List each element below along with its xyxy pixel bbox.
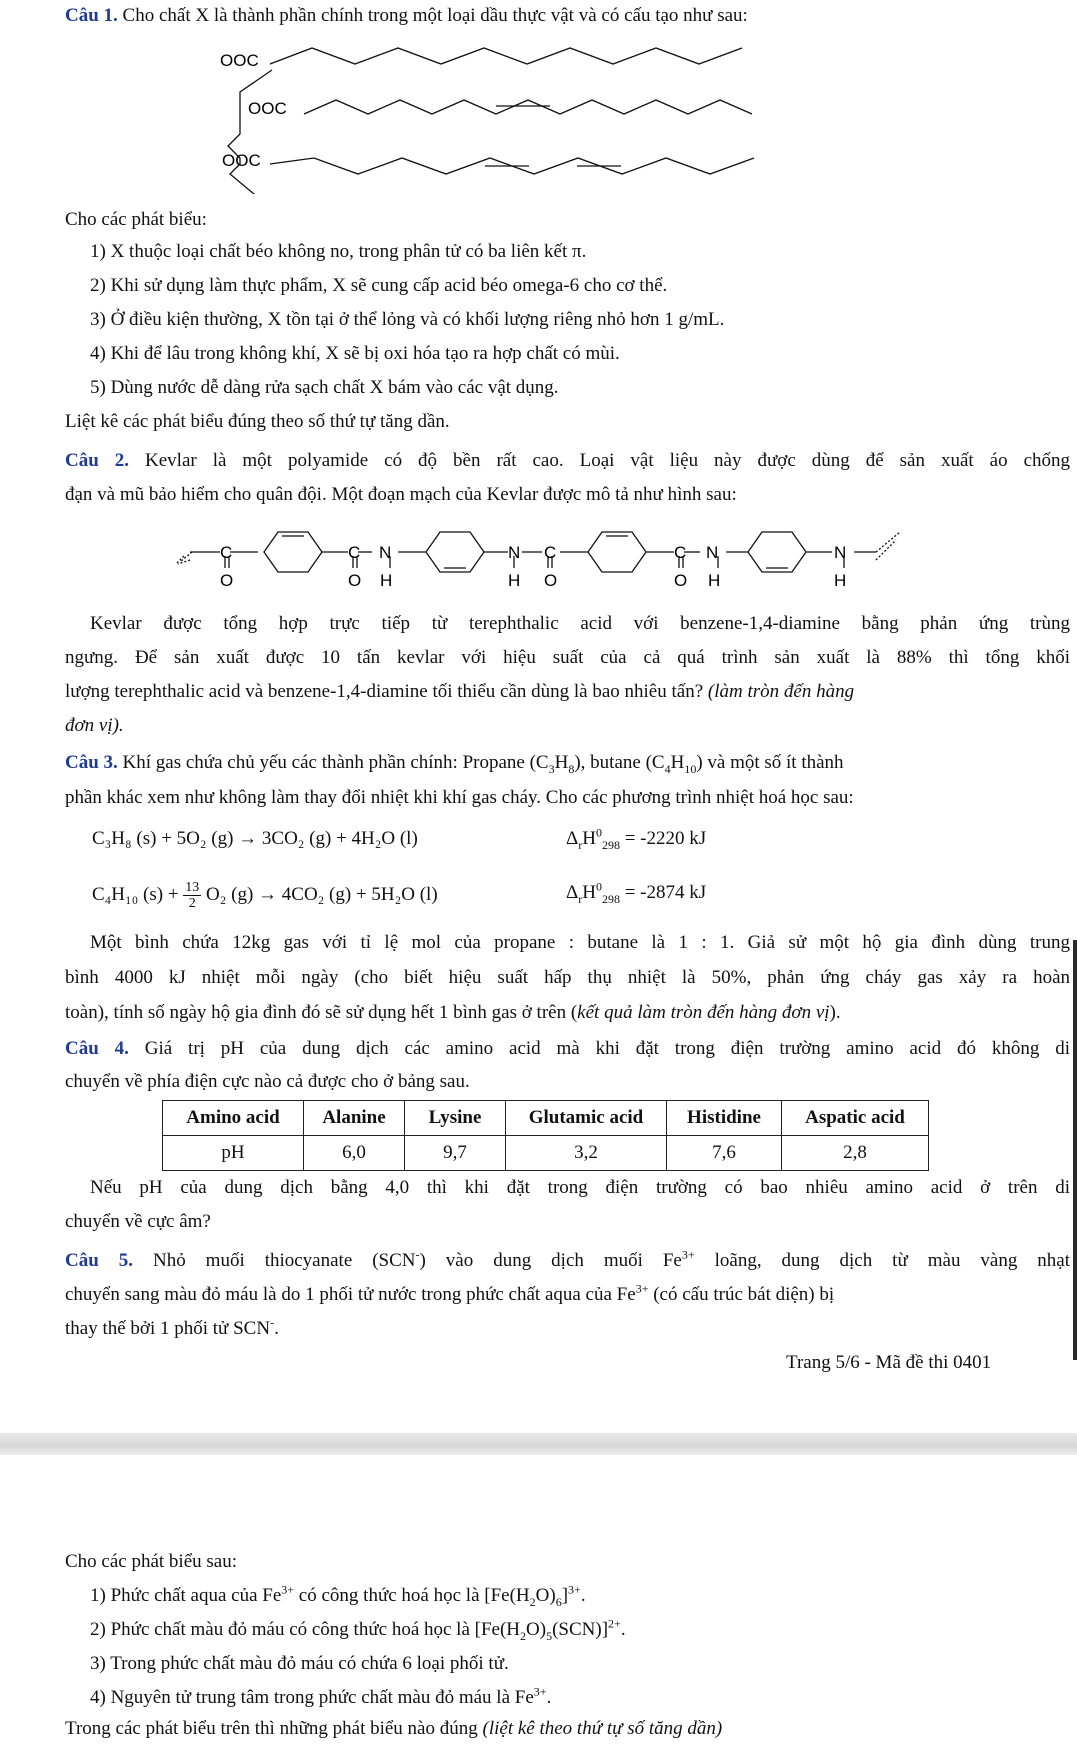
table-header-cell: Alanine [304, 1101, 405, 1136]
kevlar-atom-h4: H [834, 571, 847, 590]
p2-ask-text: Trong các phát biểu trên thì những phát biểu nào đúng [65, 1718, 483, 1739]
q3-dh-h-2: H [582, 882, 596, 903]
kevlar-atom-o2: O [348, 571, 362, 590]
q3-text-1a: Khí gas chứa chủ yếu các thành phần chính: Propane (C [122, 752, 549, 773]
q1-glycerol-backbone [228, 70, 272, 194]
q1-statement-1: 1) X thuộc loại chất béo không no, trong phân tử có ba liên kết π. [90, 241, 587, 262]
q5-text-2b: (có cấu trúc bát diện) bị [648, 1284, 835, 1305]
q3-dh-sup-2: 0 [595, 879, 602, 894]
kevlar-atom-c3: C [544, 543, 557, 562]
q1-chain-2 [304, 100, 752, 114]
q3-line-4: bình 4000 kJ nhiệt mỗi ngày (cho biết hiệu suất hấp thụ nhiệt là 50%, phản ứng cháy gas xảy ra hoàn [65, 967, 1070, 988]
q3-text-1c: H [554, 752, 569, 773]
q3-dh-r-2: r [578, 891, 583, 906]
table-row [163, 1136, 929, 1171]
q1-statement-2: 2) Khi sử dụng làm thực phẩm, X sẽ cung cấp acid béo omega-6 cho cơ thể. [90, 275, 668, 296]
page-break-divider [0, 1433, 1077, 1455]
q3-eq2-right: O₂ (g) → 4CO₂ (g) + 5H₂O (l) [206, 883, 438, 905]
q3-dh-value-1: = -2220 kJ [624, 828, 707, 849]
q3-sub-4: 10 [684, 761, 697, 776]
q3-enthalpy-2 [566, 880, 706, 906]
kevlar-atom-h1: H [380, 571, 393, 590]
q5-line-3 [65, 1316, 279, 1342]
q2-label: Câu 2. [65, 450, 130, 471]
q5-line-1 [65, 1248, 1070, 1274]
table-header-cell: Histidine [667, 1101, 782, 1136]
q4-line-2: chuyển về phía điện cực nào cả được cho ở bảng sau. [65, 1071, 470, 1092]
q3-fraction-num: 13 [185, 880, 200, 895]
q5-text-3b: . [274, 1318, 279, 1339]
q5-minus-2: - [270, 1315, 275, 1330]
q2-line-3: Kevlar được tổng hợp trực tiếp từ terephthalic acid với benzene-1,4-diamine bằng phản ứng trùng [90, 613, 1070, 634]
p2-ask-note: (liệt kê theo thứ tự số tăng dần) [482, 1718, 723, 1739]
kevlar-atom-o3: O [544, 571, 558, 590]
p2-s1d: O) [535, 1585, 556, 1606]
p2-statement-4 [90, 1685, 551, 1711]
q4-line-3: Nếu pH của dung dịch bằng 4,0 thì khi đặt trong điện trường có bao nhiêu amino acid ở trên di [90, 1177, 1070, 1198]
q2-line-6: đơn vị). [65, 715, 124, 736]
q4-line-1 [65, 1036, 1070, 1062]
q3-sub-2: 8 [568, 761, 575, 776]
q3-equation-1: C₃H₈ (s) + 5O₂ (g) → 3CO₂ (g) + 4H₂O (l) [92, 828, 418, 849]
q5-text-1b: ) vào dung dịch muối Fe [419, 1250, 682, 1271]
table-header-cell: Lysine [405, 1101, 506, 1136]
p2-s1c: 2 [529, 1594, 536, 1609]
p2-s4b: . [546, 1687, 552, 1708]
q5-text-1a: Nhỏ muối thiocyanate (SCN [152, 1250, 416, 1271]
q3-dh-sup-1: 0 [595, 825, 602, 840]
amino-acid-table [162, 1100, 929, 1171]
p2-s2e: (SCN)] [552, 1619, 609, 1640]
q3-fraction [183, 880, 201, 911]
q3-dh-h-1: H [582, 828, 596, 849]
kevlar-chain-structure [170, 520, 910, 595]
table-cell: 6,0 [304, 1136, 405, 1171]
q5-minus: - [415, 1247, 420, 1262]
q1-statement-4: 4) Khi để lâu trong không khí, X sẽ bị oxi hóa tạo ra hợp chất có mùi. [90, 343, 620, 364]
q3-delta-2: Δ [566, 882, 579, 903]
kevlar-ring-4 [748, 532, 806, 572]
table-cell: 2,8 [782, 1136, 929, 1171]
q3-text-1g: H [670, 752, 685, 773]
q3-dh-sub-1: 298 [601, 837, 620, 852]
q2-line-2: đạn và mũ bảo hiểm cho quân đội. Một đoạn mạch của Kevlar được mô tả như hình sau: [65, 484, 737, 505]
table-header-cell: Glutamic acid [506, 1101, 667, 1136]
q3-line-3: Một bình chứa 12kg gas với tỉ lệ mol của propane : butane là 1 : 1. Giả sử một hộ gia đình dùng trung [90, 932, 1070, 953]
kevlar-atom-o4: O [674, 571, 688, 590]
kevlar-ring-2 [426, 532, 484, 572]
q2-text-1: Kevlar là một polyamide có độ bền rất cao. Loại vật liệu này được dùng để sản xuất áo chống [145, 450, 1071, 471]
p2-s1a: 1) Phức chất aqua của Fe [90, 1585, 282, 1606]
q1-triglyceride-structure [220, 34, 850, 194]
table-cell: 7,6 [667, 1136, 782, 1171]
q3-label: Câu 3. [65, 752, 118, 773]
kevlar-ring-1 [264, 532, 322, 572]
q3-line-1 [65, 750, 844, 776]
page-footer: Trang 5/6 - Mã đề thi 0401 [786, 1352, 992, 1373]
table-cell: 9,7 [405, 1136, 506, 1171]
q5-text-2a: chuyển sang màu đỏ máu là do 1 phối tử nước trong phức chất aqua của Fe [65, 1284, 636, 1305]
q3-text-5c: ). [829, 1002, 841, 1023]
q3-text-1i: ) và một số ít thành [696, 752, 844, 773]
kevlar-atom-n1: N [379, 543, 392, 562]
kevlar-atom-h3: H [708, 571, 721, 590]
p2-s2a: 2) Phức chất màu đỏ máu có công thức hoá học là [Fe(H [90, 1619, 521, 1640]
p2-s2b: 2 [520, 1628, 527, 1643]
p2-s1-fe-sup: 3+ [281, 1582, 295, 1597]
q3-line-2: phần khác xem như không làm thay đổi nhiệt khi khí gas cháy. Cho các phương trình nhiệt hoá học sau: [65, 787, 854, 808]
p2-s2g: . [620, 1619, 626, 1640]
kevlar-atom-h2: H [508, 571, 521, 590]
scroll-indicator [1073, 940, 1077, 1360]
table-cell: pH [163, 1136, 304, 1171]
kevlar-atom-o1: O [220, 571, 234, 590]
q5-fe-sup: 3+ [681, 1247, 695, 1262]
q3-dh-r-1: r [578, 837, 583, 852]
kevlar-atom-n3: N [706, 543, 719, 562]
p2-ask [65, 1716, 722, 1742]
q3-sub-1: 3 [548, 761, 555, 776]
p2-prompt: Cho các phát biểu sau: [65, 1551, 238, 1572]
table-header-cell: Amino acid [163, 1101, 304, 1136]
q1-label: Câu 1. [65, 5, 118, 26]
kevlar-end-right [876, 532, 900, 560]
p2-s1e: 6 [555, 1594, 562, 1609]
q3-dh-value-2: = -2874 kJ [624, 882, 707, 903]
p2-s4-fe-sup: 3+ [533, 1684, 547, 1699]
q3-rounding-note: kết quả làm tròn đến hàng đơn vị [577, 1002, 830, 1023]
q5-text-1c: loãng, dung dịch từ màu vàng nhạt [694, 1250, 1071, 1271]
q4-line-4: chuyển về cực âm? [65, 1211, 211, 1232]
q2-text-5: lượng terephthalic acid và benzene-1,4-diamine tối thiểu cần dùng là bao nhiêu tấn? [65, 681, 708, 702]
p2-statement-2 [90, 1617, 626, 1643]
q4-label: Câu 4. [65, 1038, 129, 1059]
q1-ester-label-1: OOC [220, 51, 259, 70]
q3-dh-sub-2: 298 [601, 891, 620, 906]
q1-ester-label-3: OOC [222, 151, 261, 170]
q2-line-5 [65, 679, 854, 705]
q1-statement-3: 3) Ở điều kiện thường, X tồn tại ở thể lỏng và có khối lượng riêng nhỏ hơn 1 g/mL. [90, 309, 725, 330]
q1-ester-label-2: OOC [248, 99, 287, 118]
table-header-cell: Aspatic acid [782, 1101, 929, 1136]
q5-line-2 [65, 1282, 834, 1308]
kevlar-atom-n4: N [834, 543, 847, 562]
q3-line-5 [65, 1000, 841, 1026]
table-header-row [163, 1101, 929, 1136]
q1-prompt: Cho các phát biểu: [65, 209, 207, 230]
q1-intro: Cho chất X là thành phần chính trong một loại dầu thực vật và có cấu tạo như sau: [122, 5, 748, 26]
q1-statement-5: 5) Dùng nước dễ dàng rửa sạch chất X bám vào các vật dụng. [90, 377, 559, 398]
kevlar-ring-3 [588, 532, 646, 572]
q3-delta-1: Δ [566, 828, 579, 849]
q3-text-1e: ), butane (C [574, 752, 665, 773]
p2-statement-1 [90, 1583, 586, 1609]
p2-s2f: 2+ [608, 1616, 621, 1631]
q1-ask: Liệt kê các phát biểu đúng theo số thứ tự tăng dần. [65, 411, 450, 432]
q3-text-5a: toàn), tính số ngày hộ gia đình đó sẽ sử dụng hết 1 bình gas ở trên ( [65, 1002, 578, 1023]
kevlar-atom-c4: C [674, 543, 687, 562]
q1-intro-line [65, 3, 748, 29]
q5-fe-sup-2: 3+ [635, 1281, 649, 1296]
p2-s1f: ] [561, 1585, 569, 1606]
q3-eq2-left: C₄H₁₀ (s) + [92, 883, 179, 905]
kevlar-end-left [176, 552, 192, 564]
q2-line-1 [65, 448, 1070, 474]
p2-s2c: O) [526, 1619, 547, 1640]
q3-sub-3: 4 [664, 761, 671, 776]
q3-enthalpy-1 [566, 826, 706, 852]
p2-s1b: có công thức hoá học là [Fe(H [294, 1585, 530, 1606]
table-cell: 3,2 [506, 1136, 667, 1171]
p2-s2d: 5 [546, 1628, 553, 1643]
kevlar-atom-c1: C [220, 543, 233, 562]
q4-text-1: Giá trị pH của dung dịch các amino acid mà khi đặt trong điện trường amino acid đó không di [144, 1038, 1070, 1059]
q2-line-4: ngưng. Để sản xuất được 10 tấn kevlar với hiệu suất của cả quá trình sản xuất là 88% thì tổng khối [65, 647, 1070, 668]
q5-text-3a: thay thế bởi 1 phối tử SCN [65, 1318, 271, 1339]
q1-chain-1 [270, 48, 742, 64]
p2-s1g: 3+ [568, 1582, 581, 1597]
q3-equation-2 [92, 880, 438, 911]
q3-fraction-den: 2 [188, 896, 196, 911]
kevlar-atom-c2: C [348, 543, 361, 562]
p2-s1h: . [580, 1585, 586, 1606]
p2-statement-3: 3) Trong phức chất màu đỏ máu có chứa 6 loại phối tử. [90, 1653, 509, 1674]
q5-label: Câu 5. [65, 1250, 134, 1271]
kevlar-atom-n2: N [508, 543, 521, 562]
p2-s4a: 4) Nguyên tử trung tâm trong phức chất màu đỏ máu là Fe [90, 1687, 534, 1708]
q2-rounding-note: (làm tròn đến hàng [707, 681, 855, 702]
